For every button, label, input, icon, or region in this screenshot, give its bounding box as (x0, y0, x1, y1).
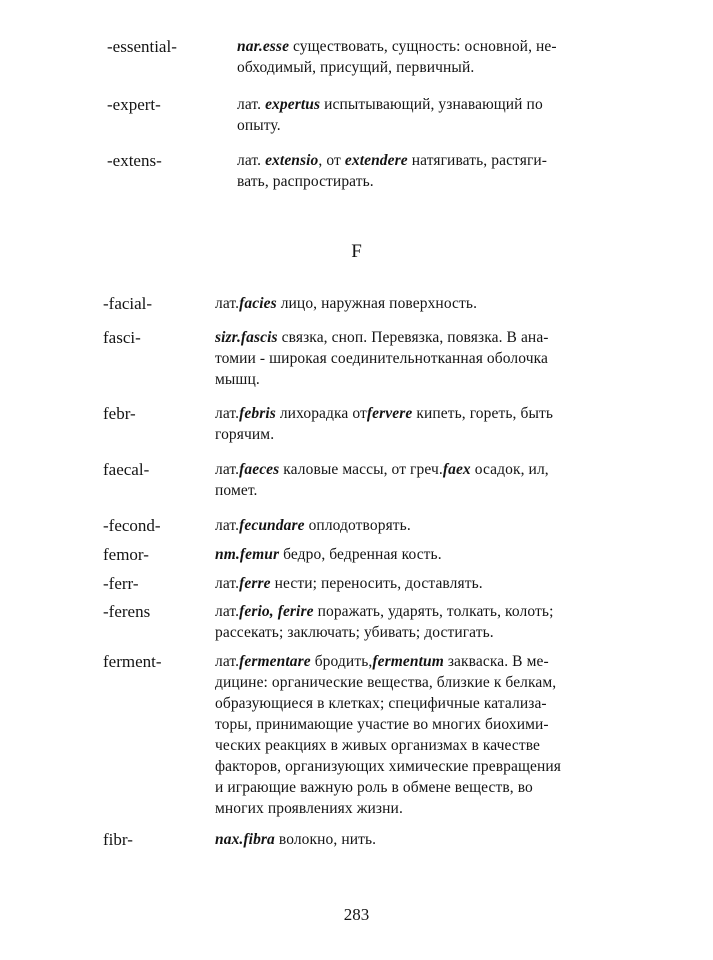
definition-line (215, 714, 561, 735)
definition-line (237, 57, 557, 78)
definition-text: каловые массы, от греч. (279, 461, 443, 478)
entry-term: -extens- (107, 151, 162, 170)
etymon-word: nar.esse (237, 38, 290, 55)
definition-line (215, 403, 553, 424)
definition-text: опыту. (237, 117, 281, 134)
definition-text: оплодотворять. (304, 517, 411, 534)
definition-text: лат. (215, 575, 240, 592)
definition-line (215, 515, 411, 536)
definition-text: закваска. В ме- (443, 653, 549, 670)
entry-term: fibr- (103, 830, 133, 849)
definition-text: существовать, сущность: основной, не- (289, 38, 557, 55)
definition-line (215, 573, 483, 594)
etymon-word: extendere (344, 152, 408, 169)
definition-text: поражать, ударять, толкать, колоть; (313, 603, 554, 620)
definition-text: образующиеся в клетках; специфичные катализа- (215, 695, 547, 712)
definition-text: лат. (237, 96, 266, 113)
definition-text: рассекать; заключать; убивать; достигать. (215, 624, 494, 641)
definition-line (215, 735, 561, 756)
definition-text: лат. (215, 603, 240, 620)
definition-text: торы, принимающие участие во многих биохими- (215, 716, 549, 733)
entry-term: febr- (103, 404, 136, 423)
etymon-word: nm.femur (215, 546, 280, 563)
definition-text: дицине: органические вещества, близкие к белкам, (215, 674, 557, 691)
definition-text: нести; переносить, доставлять. (270, 575, 483, 592)
definition-text: многих проявлениях жизни. (215, 800, 403, 817)
entry-definition (215, 459, 549, 501)
entry-definition (237, 36, 557, 78)
definition-text: и играющие важную роль в обмене веществ, во (215, 779, 533, 796)
entry-definition (215, 544, 442, 565)
definition-line (237, 36, 557, 57)
etymon-word: facies (239, 295, 277, 312)
definition-text: вать, распростирать. (237, 173, 374, 190)
entry-term: -ferens (103, 602, 151, 621)
definition-line (215, 480, 549, 501)
section-letter: F (351, 241, 362, 262)
definition-text: обходимый, присущий, первичный. (237, 59, 475, 76)
etymon-word: fermentare (239, 653, 311, 670)
definition-text: томии - широкая соединительнотканная оболочка (215, 350, 548, 367)
entry-term: ferment- (103, 652, 162, 671)
entry-definition (215, 327, 549, 390)
entry-term: -facial- (103, 294, 153, 313)
definition-text: кипеть, гореть, быть (412, 405, 553, 422)
definition-text: ческих реакциях в живых организмах в качестве (215, 737, 541, 754)
definition-text: лат. (215, 295, 240, 312)
definition-text: лат. (215, 517, 240, 534)
definition-text: , от (318, 152, 345, 169)
definition-text: лицо, наружная поверхность. (276, 295, 478, 312)
definition-text: осадок, ил, (470, 461, 549, 478)
definition-text: помет. (215, 482, 258, 499)
definition-line (237, 171, 547, 192)
etymon-word: ferio, ferire (239, 603, 314, 620)
etymon-word: sizr.fascis (215, 329, 278, 346)
etymon-word: faex (442, 461, 471, 478)
etymon-word: faeces (239, 461, 280, 478)
definition-line (215, 459, 549, 480)
entry-definition (215, 651, 561, 819)
definition-text: горячим. (215, 426, 275, 443)
entry-definition (237, 94, 543, 136)
entry-term: -ferr- (103, 574, 139, 593)
etymon-word: extensio (265, 152, 319, 169)
definition-line (215, 327, 549, 348)
definition-line (215, 348, 549, 369)
definition-line (215, 672, 561, 693)
definition-text: лат. (215, 461, 240, 478)
definition-line (237, 150, 547, 171)
definition-line (215, 651, 561, 672)
definition-line (215, 424, 553, 445)
definition-line (215, 777, 561, 798)
definition-line (215, 544, 442, 565)
definition-line (215, 693, 561, 714)
entry-definition (215, 829, 376, 850)
definition-text: лихорадка от (275, 405, 367, 422)
entry-term: -expert- (107, 95, 161, 114)
entry-term: fasci- (103, 328, 141, 347)
definition-line (215, 829, 376, 850)
entry-definition (237, 150, 547, 192)
etymon-word: fervere (366, 405, 413, 422)
definition-line (215, 369, 549, 390)
entry-term: -essential- (107, 37, 177, 56)
etymon-word: nax.fibra (215, 831, 275, 848)
entry-term: faecal- (103, 460, 150, 479)
entry-definition (215, 515, 411, 536)
entry-definition (215, 573, 483, 594)
etymon-word: fermentum (372, 653, 444, 670)
definition-text: мышц. (215, 371, 260, 388)
entry-term: femor- (103, 545, 149, 564)
definition-line (215, 756, 561, 777)
definition-text: волокно, нить. (274, 831, 377, 848)
entry-definition (215, 403, 553, 445)
etymon-word: fecundare (239, 517, 305, 534)
entry-definition (215, 601, 553, 643)
definition-text: натягивать, растяги- (407, 152, 548, 169)
etymon-word: expertus (265, 96, 321, 113)
definition-text: лат. (215, 653, 240, 670)
page-number: 283 (343, 905, 370, 924)
entry-term: -fecond- (103, 516, 161, 535)
definition-line (215, 622, 553, 643)
definition-line (215, 601, 553, 622)
etymon-word: ferre (239, 575, 271, 592)
entry-definition (215, 293, 477, 314)
definition-text: бедро, бедренная кость. (279, 546, 442, 563)
definition-line (237, 94, 543, 115)
definition-line (215, 798, 561, 819)
definition-text: испытывающий, узнавающий по (320, 96, 543, 113)
definition-text: лат. (215, 405, 240, 422)
definition-text: факторов, организующих химические превращения (215, 758, 562, 775)
etymon-word: febris (239, 405, 276, 422)
definition-text: лат. (237, 152, 266, 169)
definition-line (215, 293, 477, 314)
definition-text: связка, сноп. Перевязка, повязка. В ана- (277, 329, 549, 346)
definition-line (237, 115, 543, 136)
definition-text: бродить, (310, 653, 373, 670)
